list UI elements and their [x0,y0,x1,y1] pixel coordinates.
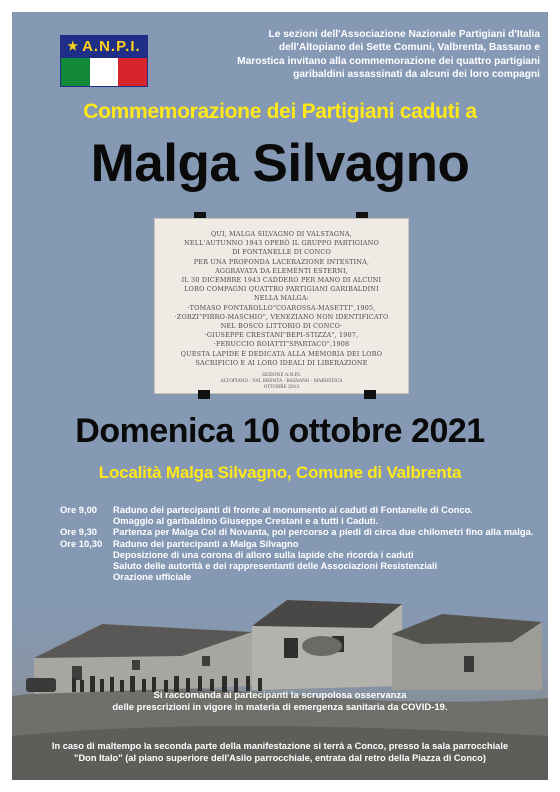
covid-notice [12,690,548,714]
rain-notice [12,740,548,764]
plaque-line: SACRIFICIO E AI LORO IDEALI DI LIBERAZIONE [195,358,368,367]
intro-line: Marostica invitano alla commemorazione dei quattro partigiani [237,55,540,67]
program-time [60,515,113,526]
plaque-footer-line: OTTOBRE 2013 [263,385,300,391]
program-description: Partenza per Malga Col di Novanta, poi percorso a piedi di circa due chilometri fino alla malga. [113,526,534,538]
program-row [60,515,530,526]
plaque-line: PER UNA PROFONDA LACERAZIONE INTESTINA, [193,257,370,266]
memorial-plaque [154,218,409,394]
intro-text [200,28,540,82]
rain-notice-line: In caso di maltempo la seconda parte della manifestazione si terrà a Conco, presso la sala parrocchiale [51,741,509,751]
event-date: Domenica 10 ottobre 2021 [75,412,485,450]
program-description: Orazione ufficiale [113,571,192,583]
plaque-line: ·FERUCCIO ROIATTI"SPARTACO",1908 [213,340,350,349]
plaque-line: NELL'AUTUNNO 1943 OPERÒ IL GRUPPO PARTIGIANO [184,239,379,248]
intro-line: dell'Altopiano dei Sette Comuni, Valbrenta, Bassano e [278,42,540,54]
program-row [60,538,530,549]
plaque-footer-line: ALTOPIANO - VAL BRENTA - BASSANO - MAROSTICA [220,379,343,385]
program-time [60,549,113,560]
program-time [60,571,113,582]
logo-label: A.N.P.I. [82,37,141,55]
program-description: Raduno dei partecipanti di fronte al monumento ai caduti di Fontanelle di Conco. [113,504,473,515]
italian-flag [60,57,148,87]
plaque-bolt [198,390,210,399]
plaque-bolt [364,390,376,399]
plaque-line: QUESTA LAPIDE È DEDICATA ALLA MEMORIA DEI LORO [180,349,383,358]
program-row [60,526,534,538]
program-time: Ore 9,30 [60,526,98,538]
notice-line: Si raccomanda ai partecipanti la scrupolosa osservanza [153,690,407,701]
event-title: Malga Silvagno [90,134,470,193]
plaque-line: NELLA MALGA: [253,294,310,303]
anpi-logo [60,35,148,87]
plaque-line: QUI, MALGA SILVAGNO DI VALSTAGNA, [210,230,353,238]
star-icon: ★ [67,39,80,53]
plaque-line: NEL BOSCO LITTORIO DI CONCO· [220,322,343,331]
intro-line: garibaldini assassinati da alcuni dei loro compagni [293,69,540,81]
event-location: Località Malga Silvagno, Comune di Valbrenta [98,463,462,482]
poster [12,12,548,780]
plaque-line: ·TOMASO FONTAROLLO"COAROSSA-MASETTI",1905, [187,303,376,312]
plaque-line: AGGRAVATA DA ELEMENTI ESTERNI, [215,266,348,275]
program-description: Raduno dei partecipanti a Malga Silvagno [113,537,299,549]
plaque-line: ·GIUSEPPE CRESTANI"BEPI-STIZZA", 1907, [204,331,359,340]
plaque-line: LORO COMPAGNI QUATTRO PARTIGIANI GARIBALDINI [184,285,379,294]
program-row [60,549,530,560]
plaque-line: DI FONTANELLE DI CONCO [232,248,331,257]
program-description: Deposizione di una corona di alloro sulla lapide che ricorda i caduti [113,548,414,560]
notice-line: delle prescrizioni in vigore in materia di emergenza sanitaria da COVID-19. [112,702,448,713]
plaque-footer-line: SEZIONE A.N.P.I. [261,373,302,379]
plaque-line: IL 30 DICEMBRE 1943 CADDERO PER MANO DI ALCUNI [181,276,382,285]
program-description: Omaggio al garibaldino Giuseppe Crestani e a tutti i Caduti. [113,515,379,527]
intro-line: Le sezioni dell'Associazione Nazionale Partigiani d'Italia [268,29,540,40]
plaque-line: ·ZORZI"PIRRO-MASCHIO", VENEZIANO NON IDENTIFICATO [174,312,389,321]
program-row [60,560,530,571]
program-description: Saluto delle autorità e dei rappresentanti delle Associazioni Resistenziali [113,560,438,572]
program-time: Ore 9,00 [60,504,98,515]
program-row [60,504,530,515]
anpi-logo-text [60,35,148,57]
rain-notice-line: "Don Italo" (al piano superiore dell'Asilo parrocchiale, entrata dal retro della Piazza di Conco) [74,753,486,763]
program-row [60,571,530,582]
program-time: Ore 10,30 [60,537,103,549]
event-subtitle: Commemorazione dei Partigiani caduti a [83,100,477,123]
program-schedule [60,504,534,583]
program-time [60,560,113,571]
